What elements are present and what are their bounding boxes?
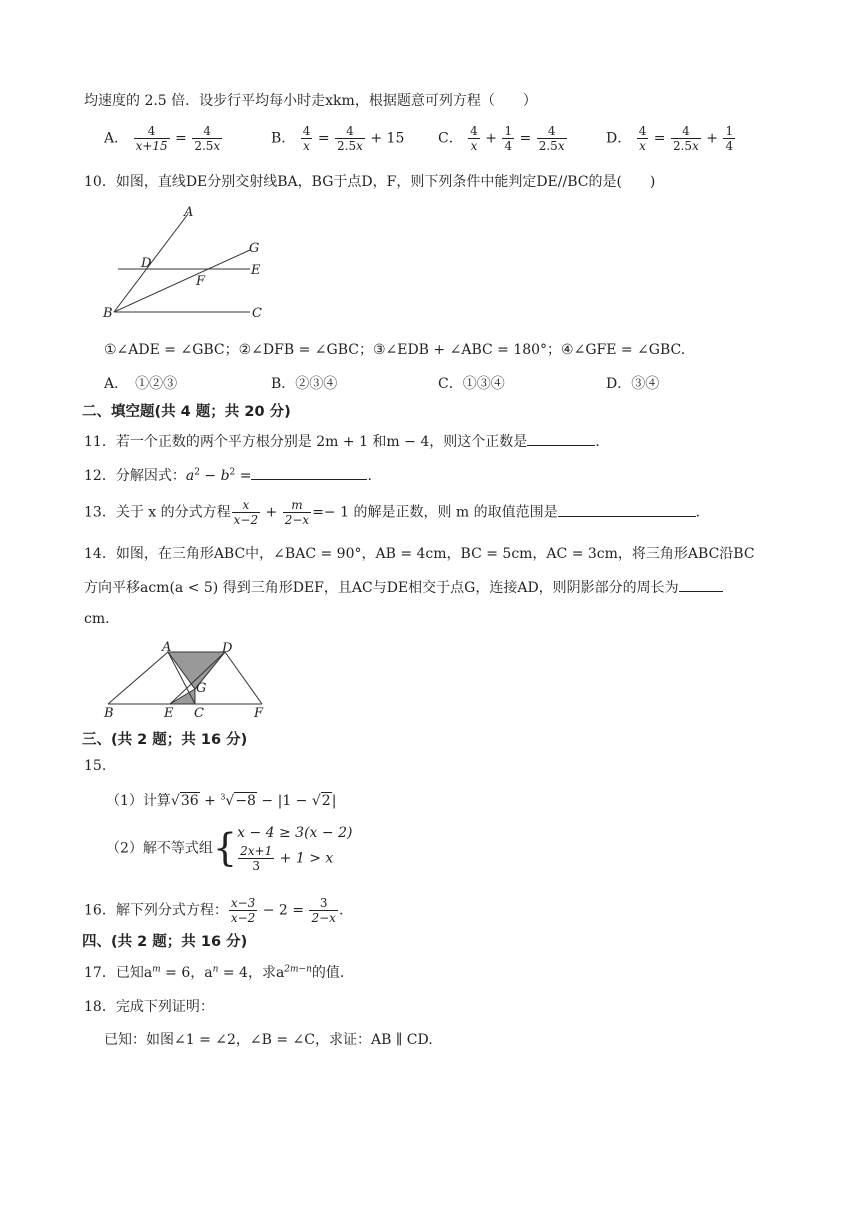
- q10-option-c: C．①③④: [438, 376, 505, 392]
- q17-mid2: = 4，求a: [218, 965, 285, 981]
- label-g: G: [249, 241, 260, 256]
- q16-end: .: [338, 902, 344, 919]
- label-g: G: [196, 681, 207, 696]
- q9-stem-tail: 均速度的 2.5 倍．设步行平均每小时走xkm，根据题意可列方程（ ）: [84, 93, 537, 109]
- q10-conditions: ①∠ADE = ∠GBC；②∠DFB = ∠GBC；③∠EDB + ∠ABC = 180°；④∠GFE = ∠GBC.: [104, 342, 686, 358]
- q14-line2-text: 方向平移acm(a < 5) 得到三角形DEF，且AC与DE相交于点G，连接AD，则阴影部分的周长为: [84, 580, 679, 596]
- q13: 13．关于 x 的分式方程 $\frac{x}{x-2}$ + $\frac{m}{2-x}$ =− 1 的解是正数，则 m 的取值范围是 .: [84, 498, 701, 527]
- label-e: E: [164, 706, 174, 720]
- q18-title: 18．完成下列证明：: [84, 999, 214, 1015]
- label-c: C: [194, 706, 204, 720]
- label-d: D: [141, 256, 152, 271]
- q15-num: 15.: [84, 758, 107, 774]
- q12-answer-blank[interactable]: [251, 479, 367, 480]
- section3-title: 三、(共 2 题；共 16 分): [82, 732, 248, 748]
- label-b: B: [103, 306, 113, 321]
- q13-answer-blank[interactable]: [558, 516, 696, 517]
- q11-answer-blank[interactable]: [527, 445, 595, 446]
- q11: [84, 431, 600, 451]
- q9-option-c: C． $\frac{4}{x}$ + $\frac{1}{4}$ = $\frac{4}{2.5x}$: [438, 124, 565, 153]
- label-f: F: [196, 274, 206, 289]
- label-a: A: [162, 640, 172, 655]
- label-d: D: [222, 641, 233, 656]
- q15-ineq2-tail: + 1 > x: [279, 850, 334, 867]
- q17-mid1: = 6，a: [160, 965, 213, 981]
- q13-end: .: [695, 504, 701, 521]
- label-e: E: [251, 263, 261, 278]
- q9-option-b: B． $\frac{4}{x}$ = $\frac{4}{2.5x}$ + 15: [271, 124, 405, 153]
- q9-option-c-label: C．: [438, 130, 463, 147]
- q15-part2: （2）解不等式组{ x − 4 ≥ 3(x − 2) $\frac{2x+1}{3}$ + 1 > x: [106, 822, 352, 873]
- q11-text: 11．若一个正数的两个平方根分别是 2m + 1 和m − 4，则这个正数是: [84, 434, 528, 450]
- q16-middle: − 2 =: [262, 902, 305, 919]
- q14-answer-blank[interactable]: [679, 591, 723, 592]
- q10-figure: [100, 200, 270, 324]
- q10-stem: 10．如图，直线DE分别交射线BA，BG于点D，F，则下列条件中能判定DE//BC的是( ): [84, 174, 656, 190]
- q9-option-d: D． $\frac{4}{x}$ = $\frac{4}{2.5x}$ + $\frac{1}{4}$: [606, 124, 734, 153]
- q11-end: .: [595, 434, 600, 450]
- q16-prefix: 16．解下列分式方程：: [84, 902, 228, 919]
- q9-option-a: A． $\frac{4}{x+15}$ = $\frac{4}{2.5x}$: [104, 124, 221, 153]
- q17: 17．已知$a^m = 6$，$a^n = 4$，求$a^{2m-n}$的值.: [84, 964, 345, 981]
- section4-title: 四、(共 2 题；共 16 分): [82, 934, 248, 950]
- q15-part1-prefix: （1）计算: [106, 793, 171, 809]
- q9-option-d-label: D．: [606, 130, 632, 147]
- label-c: C: [252, 306, 262, 321]
- label-a: A: [184, 205, 194, 220]
- q10-option-b: B．②③④: [271, 376, 338, 392]
- q18-given: 已知：如图∠1 = ∠2，∠B = ∠C，求证：AB ∥ CD.: [104, 1032, 433, 1048]
- q14-line1: 14．如图，在三角形ABC中，∠BAC = 90°，AB = 4cm，BC = 5cm，AC = 3cm，将三角形ABC沿BC: [84, 546, 755, 562]
- q14-line3: cm.: [84, 611, 110, 627]
- q12: 12．分解因式：$a^2 - b^2$ = .: [84, 467, 372, 484]
- section2-title: 二、填空题(共 4 题；共 20 分): [82, 404, 291, 420]
- q9-option-b-label: B．: [271, 130, 296, 147]
- label-f: F: [254, 706, 264, 720]
- q13-middle: =− 1 的解是正数，则 m 的取值范围是: [312, 504, 558, 521]
- q17-text: 17．已知a: [84, 965, 153, 981]
- q12-end: .: [367, 468, 372, 484]
- q15-part1: （1）计算√36 + $^3$√−8 − |1 − √2|: [106, 792, 337, 809]
- q14-line2: [84, 577, 723, 597]
- label-b: B: [104, 706, 114, 720]
- q17-end: 的值.: [311, 965, 345, 981]
- q10-option-a: A． ①②③: [104, 376, 178, 392]
- q16: 16．解下列分式方程： $\frac{x-3}{x-2}$ − 2 = $\frac{3}{2-x}$ .: [84, 896, 344, 925]
- q9-option-a-label: A．: [104, 130, 129, 147]
- q14-figure: [100, 638, 270, 720]
- q10-option-d: D．③④: [606, 376, 660, 392]
- q13-prefix: 13．关于 x 的分式方程: [84, 504, 231, 521]
- ray-bg: [114, 250, 250, 312]
- q15-part2-prefix: （2）解不等式组: [106, 840, 213, 857]
- q12-prefix: 12．分解因式：: [84, 468, 186, 484]
- q15-ineq1: x − 4 ≥ 3(x − 2): [237, 825, 353, 841]
